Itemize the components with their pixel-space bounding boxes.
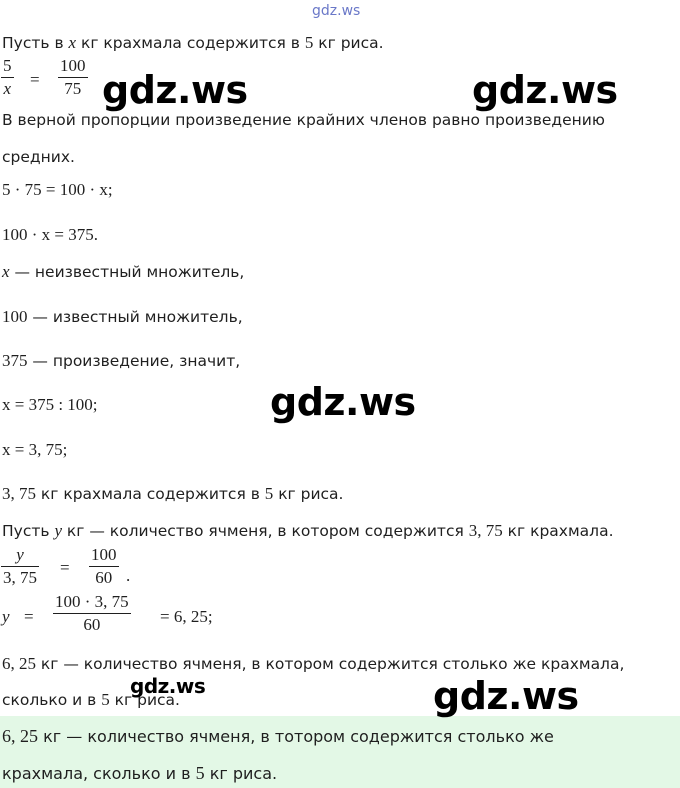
equation-result-y: = 6, 25; [160, 607, 213, 626]
number: 5 [195, 763, 205, 783]
equation-product: 5 · 75 = 100 · x; [2, 180, 113, 199]
equals-sign: = [24, 607, 34, 626]
watermark: gdz.ws [472, 68, 618, 112]
text: сколько и в [2, 691, 102, 709]
denominator: 60 [95, 568, 113, 587]
unknown-factor-line [2, 262, 244, 282]
numerator: 5 [3, 56, 12, 75]
text: — известный множитель, [27, 308, 243, 326]
number: 5 [264, 484, 274, 503]
text: кг риса. [273, 485, 344, 503]
barley-intro-line [2, 521, 614, 541]
watermark-top: gdz.ws [312, 3, 361, 19]
equation-375: 100 · x = 375. [2, 225, 98, 244]
text: кг — количество ячменя, в котором содержится [62, 522, 469, 540]
text: — произведение, значит, [27, 352, 241, 370]
fraction-100-over-60 [89, 545, 119, 588]
text: кг крахмала содержится в [36, 485, 265, 503]
number: 5 [101, 690, 110, 709]
var-x: x [68, 33, 77, 52]
text: Пусть [2, 522, 55, 540]
text: — неизвестный множитель, [9, 263, 245, 281]
text: кг — количество ячменя, в котором содержится столько же крахмала, [36, 655, 625, 673]
intro-line [2, 33, 384, 53]
numerator: y [16, 545, 24, 564]
fraction-y-over-375 [1, 545, 39, 588]
fraction-5-over-x [1, 56, 14, 99]
product-line [2, 351, 240, 371]
fraction-100-over-75 [58, 56, 88, 99]
watermark: gdz.ws [433, 674, 579, 718]
number: 3, 75 [2, 484, 36, 503]
denominator: 3, 75 [3, 568, 37, 587]
var-y-label [2, 607, 10, 627]
denominator: 60 [83, 615, 101, 634]
number: 5 [304, 33, 314, 52]
number: 6, 25 [2, 654, 36, 673]
rule-line-cont: средних. [2, 148, 75, 166]
known-factor-line [2, 307, 243, 327]
denominator: 75 [64, 79, 82, 98]
text: кг крахмала. [502, 522, 614, 540]
equation-result-x: x = 3, 75; [2, 440, 68, 459]
watermark: gdz.ws [102, 68, 248, 112]
number: 6, 25 [2, 726, 38, 746]
rule-line: В верной пропорции произведение крайних членов равно произведению [2, 111, 605, 129]
final-answer-line-cont [2, 763, 277, 784]
answer-starch-line [2, 484, 344, 504]
period: . [126, 566, 131, 585]
equals-sign: = [30, 70, 40, 89]
watermark: gdz.ws [130, 674, 206, 698]
var-y: y [2, 607, 10, 626]
equation-division: x = 375 : 100; [2, 395, 98, 414]
text: Пусть в [2, 34, 69, 52]
text: кг риса. [109, 691, 180, 709]
watermark: gdz.ws [270, 380, 416, 424]
barley-answer-line [2, 654, 624, 674]
number: 375 [2, 351, 28, 370]
var-x: x [2, 262, 10, 281]
text: кг риса. [204, 764, 278, 783]
numerator: 100 [91, 545, 117, 564]
text: кг крахмала содержится в [76, 34, 305, 52]
text: крахмала, сколько и в [2, 764, 196, 783]
text: кг — количество ячменя, в тотором содержится столько же [38, 727, 554, 746]
equals-sign: = [60, 558, 70, 577]
number: 3, 75 [468, 521, 503, 540]
var-y: y [54, 521, 62, 540]
numerator: 100 [60, 56, 86, 75]
denominator: x [3, 79, 12, 98]
final-answer-line [2, 726, 554, 747]
numerator: 100 · 3, 75 [55, 592, 129, 611]
fraction-y-computation [53, 592, 131, 635]
text: кг риса. [313, 34, 384, 52]
number: 100 [2, 307, 28, 326]
